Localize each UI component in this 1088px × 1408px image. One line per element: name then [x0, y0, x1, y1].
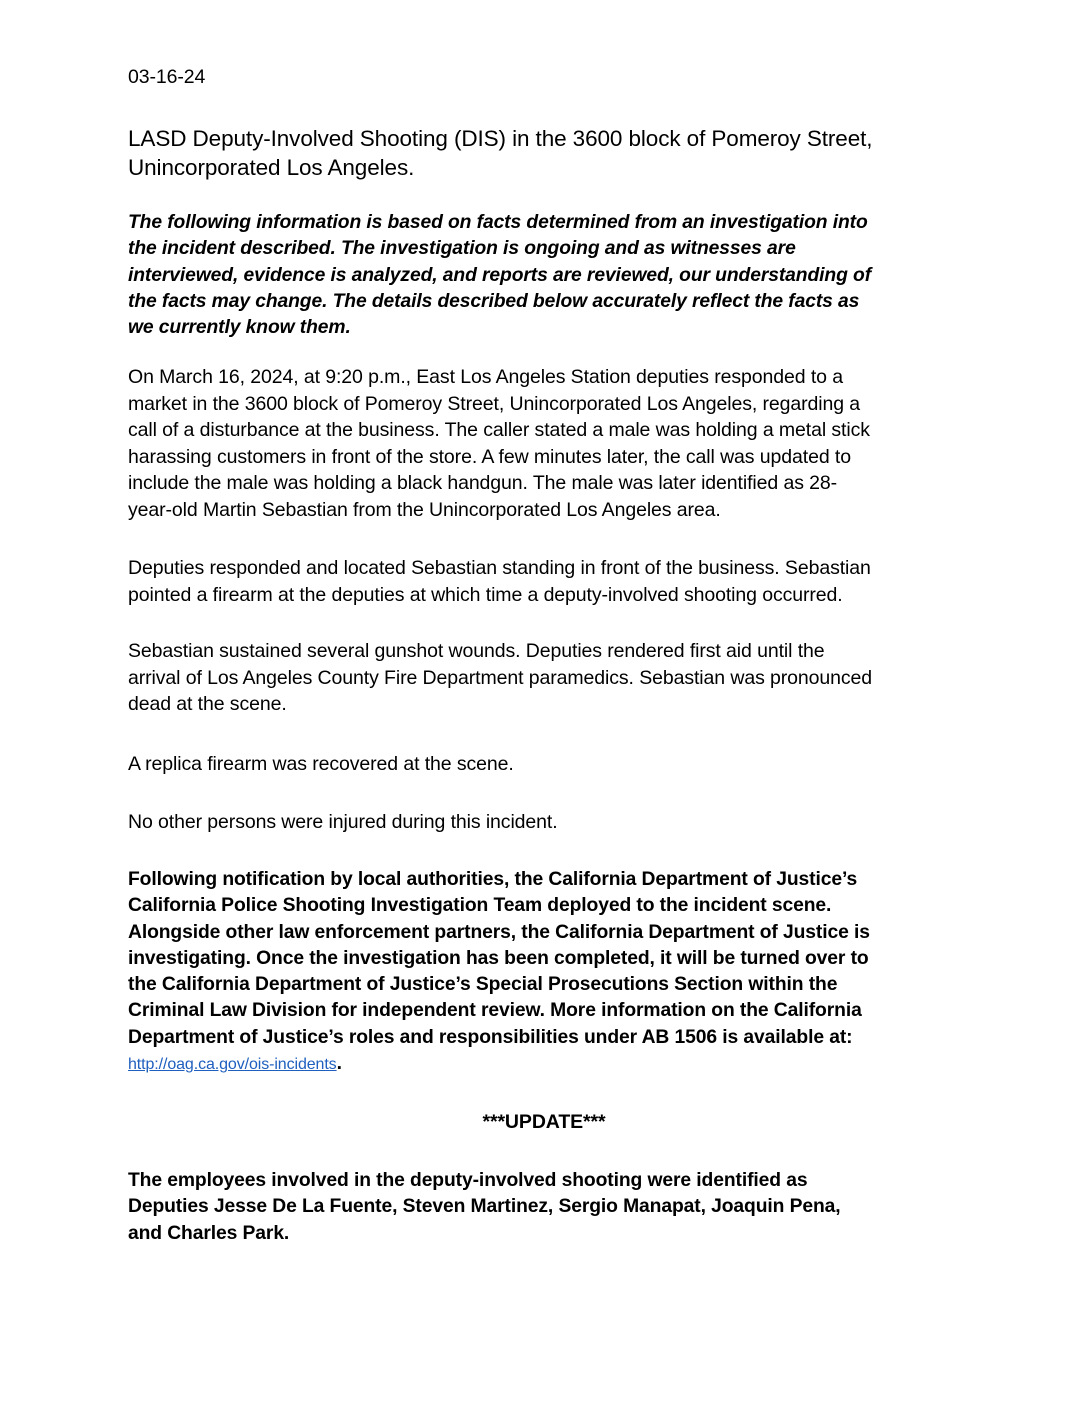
doj-notice-paragraph — [128, 867, 978, 1078]
paragraph-line: harassing customers in front of the store. A few minutes later, the call was updated to — [128, 445, 851, 468]
paragraph-line: Deputies responded and located Sebastian standing in front of the business. Sebastian — [128, 557, 871, 579]
doj-line: Criminal Law Division for independent review. More information on the California — [128, 1000, 862, 1022]
disclaimer-line: we currently know them. — [128, 317, 351, 339]
paragraph-line: Sebastian sustained several gunshot wounds. Deputies rendered first aid until the — [128, 640, 825, 662]
disclaimer-line: interviewed, evidence is analyzed, and reports are reviewed, our understanding of — [128, 264, 872, 286]
paragraph-line: arrival of Los Angeles County Fire Department paramedics. Sebastian was pronounced — [128, 666, 873, 689]
disclaimer-paragraph — [128, 210, 978, 341]
paragraph-line: year-old Martin Sebastian from the Unincorporated Los Angeles area. — [128, 498, 721, 521]
paragraph-line: Deputies Jesse De La Fuente, Steven Martinez, Sergio Manapat, Joaquin Pena, — [128, 1196, 841, 1218]
paragraph-line: The employees involved in the deputy-involved shooting were identified as — [128, 1170, 808, 1191]
paragraph-line: call of a disturbance at the business. The caller stated a male was holding a metal stick — [128, 419, 870, 441]
disclaimer-line: the incident described. The investigation is ongoing and as witnesses are — [128, 238, 796, 260]
no-other-injuries-paragraph: No other persons were injured during this incident. — [128, 811, 558, 833]
doj-line: Following notification by local authorities, the California Department of Justice’s — [128, 869, 858, 890]
paragraph-line: pointed a firearm at the deputies at which time a deputy-involved shooting occurred. — [128, 583, 843, 606]
injuries-paragraph — [128, 638, 978, 718]
document-date: 03-16-24 — [128, 66, 206, 88]
paragraph-line: market in the 3600 block of Pomeroy Street, Unincorporated Los Angeles, regarding a — [128, 392, 861, 415]
incident-summary-paragraph — [128, 364, 978, 523]
doj-line: Department of Justice’s roles and responsibilities under AB 1506 is available at: — [128, 1026, 853, 1048]
doj-line: California Police Shooting Investigation Team deployed to the incident scene. — [128, 895, 832, 917]
doj-line: investigating. Once the investigation has been completed, it will be turned over to — [128, 947, 869, 969]
ois-incidents-link[interactable]: http://oag.ca.gov/ois-incidents — [128, 1056, 337, 1074]
deputies-response-paragraph — [128, 555, 978, 608]
link-trailing-period: . — [336, 1053, 342, 1075]
title-line: Unincorporated Los Angeles. — [128, 155, 415, 180]
paragraph-line: dead at the scene. — [128, 693, 287, 715]
disclaimer-line: The following information is based on facts determined from an investigation into — [128, 212, 868, 233]
paragraph-line: and Charles Park. — [128, 1222, 290, 1244]
update-heading: ***UPDATE*** — [482, 1111, 606, 1133]
disclaimer-line: the facts may change. The details described below accurately reflect the facts as — [128, 290, 860, 312]
doj-link-line — [128, 1051, 978, 1078]
doj-line: the California Department of Justice’s Special Prosecutions Section within the — [128, 974, 838, 996]
paragraph-line: On March 16, 2024, at 9:20 p.m., East Los Angeles Station deputies responded to a — [128, 366, 843, 388]
replica-firearm-paragraph: A replica firearm was recovered at the scene. — [128, 753, 514, 775]
employees-paragraph — [128, 1168, 978, 1247]
title-line: LASD Deputy-Involved Shooting (DIS) in the 3600 block of Pomeroy Street, — [128, 126, 873, 151]
paragraph-line: include the male was holding a black handgun. The male was later identified as 28- — [128, 472, 838, 494]
document-title — [128, 124, 978, 182]
doj-line: Alongside other law enforcement partners, the California Department of Justice is — [128, 921, 870, 943]
